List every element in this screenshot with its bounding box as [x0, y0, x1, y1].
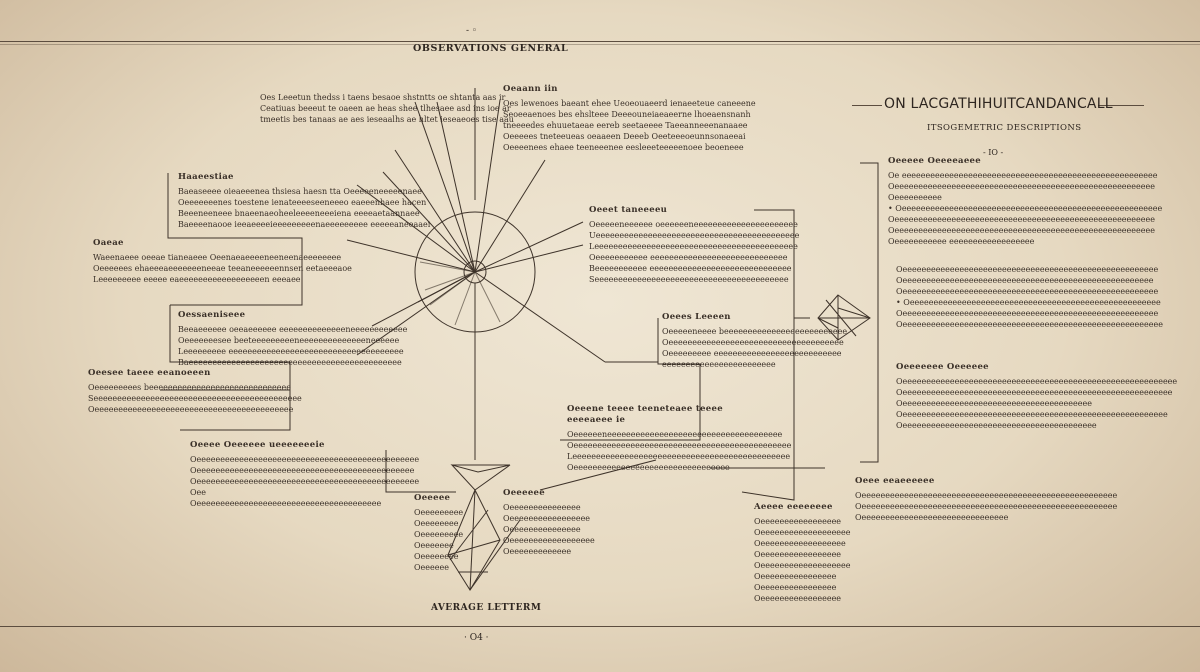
- block-line: Oeeeeeeeeeeeeeeeee: [754, 550, 842, 559]
- text-block-right-top: [888, 156, 1163, 247]
- text-block-center-right: [589, 205, 800, 285]
- block-line: Oeeeeeeeeeeeeeeeeeeeeeeeeeeeeeeeeeeeeeeeeeeeeeeeeeeeeeee: [888, 226, 1155, 235]
- block-line: Oeeeeeeeeeeeeeeeeeeeeeeeeeeeeeeeeeeeeeeeeeeeeeeeeeeeee: [896, 276, 1154, 285]
- block-line: Oeeeeeeeeeeeeeee: [503, 503, 581, 512]
- block-line: Oeeeeeeeeeeeeeeeeeeeeeeeeeeeeeeeeeeeee: [662, 338, 844, 347]
- block-line: Ueeeeeeeeeeeeeeeeeeeeeeeeeeeeeeeeeeeeeeeeeee: [589, 231, 800, 240]
- block-line: Oeeeenees ehaee teeneeenee eesleeeteeeeenoee beoeneee: [503, 143, 744, 152]
- block-line: Oeeeeeeeeeeeeeeeeeeeeeeeeeeeeeeeeeeeeeeeeeeeeeeeeeeeeee: [855, 491, 1118, 500]
- block-title: Oaeae: [93, 238, 124, 248]
- block-line: Leeeeeeeeeeeeeeeeeeeeeeeeeeeeeeeeeeeeeeeeeee: [589, 242, 798, 251]
- block-title: Oeeeeee: [503, 488, 545, 498]
- text-block-left-upper: [178, 172, 431, 230]
- block-line: Oe eeeeeeeeeeeeeeeeeeeeeeeeeeeeeeeeeeeeeeeeeeeeeeeeeeeeee: [888, 171, 1158, 180]
- block-line: Oeeeeeeeeeeeeeeeeeeeeeeeeeeeeeeeeeeeeeeeeeeeeeeeeeeeeeee: [896, 320, 1163, 329]
- block-line: Oeeeeeeeeeeeee: [503, 547, 572, 556]
- block-line: Oeeeeeeeeeee eeeeeeeeeeeeeeeeeeeeeeeeeeeee: [589, 253, 788, 262]
- block-line: Leeeeeeeee eeeeeeeeeeeeeeeeeeeeeeeeeeeeeeeeeeeee: [178, 347, 404, 356]
- block-line: • Oeeeeeeeeeeeeeeeeeeeeeeeeeeeeeeeeeeeeeeeeeeeeeeeeeeeee: [896, 298, 1161, 307]
- block-line: Oeeeeeeeeeeeeeeeeeeeeeeeeeeeeeeeeeeeeeeeeeeeeeeeeeeeeeee: [888, 182, 1155, 191]
- block-line: Oeeeeeeee: [414, 552, 459, 561]
- block-line: eeeeeeeeeeeeeeeeeeeeeeee: [662, 360, 776, 369]
- block-line: Oeeeeeeneeeeeeeeeeeeeeeeeeeeeeeeeeeeeeeeeeeee: [567, 430, 783, 439]
- footer-caption: AVERAGE LETTERM: [431, 603, 542, 613]
- block-line: Oeeeeeeeeeeeeeeeeeeeeeeeeeeeeeee: [855, 513, 1009, 522]
- block-line: Oeeeeeeeeeeeeeeeeeeeeeeeeeeeeeeeeeeeeeeeee: [896, 421, 1097, 430]
- text-block-right-mid: [896, 264, 1163, 330]
- text-block-bottom-left: [190, 440, 420, 509]
- block-line: Leeeeeeeee eeeee eaeeeeeeeeeeeeeeeeeen eeeaee: [93, 275, 301, 284]
- block-title: Oeeee Oeeeeee ueeeeeeeie: [190, 440, 325, 450]
- text-block-left-lower: [178, 310, 408, 368]
- block-line: Oeeeeeeeeeeeeeeeee: [503, 514, 591, 523]
- block-line: Oeeeeeeeee eeeeeeeeeeeeeeeeeeeeeeeeeee: [662, 349, 842, 358]
- block-line: Oeeeeeeeee: [414, 530, 464, 539]
- block-line: Oeeeeeeeeeeeeeeeeeeeeeeeeeeeeeeeeeeeeeeeeeeeeeeeeeeeeeee: [888, 215, 1155, 224]
- block-line: Oeeeeeeeeeeeeeeeeeeeeeeeeeeeeeeeeeeeeeeeeeeeeeee: [190, 455, 420, 464]
- block-line: Oeeeeeee: [414, 541, 454, 550]
- block-line: Oeeeeeeeeeeeeeeeeeeeeeeeeeeeeeeeeeeeeeeeeeeeeeeeeeeeeeeee: [896, 410, 1168, 419]
- block-line: Oeeeeeeeeeeeeeeeeeee: [754, 528, 851, 537]
- block-title: Oeees Leeeen: [662, 312, 731, 322]
- block-line: Oeeeeeeeeeeeeeeeeeeeeeeeeeeeeeeeeeeeeeeeeeeeeeeeeeeeeee: [896, 265, 1159, 274]
- main-title: ON LACGATHIHUITCANDANCALL: [884, 96, 1113, 112]
- block-line: Oeeeeeeeeeeeeeeeeeee: [754, 561, 851, 570]
- text-block-bottom-center: [754, 502, 851, 604]
- block-line: Oeeeeeeeeeeeeeeeeeeeeeeeeeeeeeeeeeeeeeeeeeeeeee: [190, 466, 415, 475]
- document-title: OBSERVATIONS GENERAL: [413, 43, 569, 54]
- block-line: Oeeeeeeenes toestene ienateeeeseeneeeo eaeeenhaee hacen: [178, 198, 427, 207]
- block-line: Oeeeees tneteeueas oeaaeen Deeeb Oeeteeeoeunnsonaeeai: [503, 132, 746, 141]
- block-line: Oeeeeeeeeeeeeeeeeeeeeeeeeeeeeeeeeeeeeeeeeee: [88, 405, 294, 414]
- block-line: Oeeeeeeeeeeeeeeeeeeeeeeeeeeeeeeeeeeeeeeeeeeeeeeeeeeeeeeeee: [896, 388, 1173, 397]
- block-title: Oeeet taneeeeu: [589, 205, 668, 215]
- text-block-left-bottom: [88, 368, 302, 415]
- block-line: Oeeeeeeeeeeeeeeee: [754, 572, 837, 581]
- block-line: Oes lewenoes baeant ehee Ueoeouaeerd ienaeeteue caneeene: [503, 99, 756, 108]
- block-line: Oeeeeeeeeeeeeeeeeeeeeeeeeeeeeeeeeeeeeeeeeeeeeeeeeeeeeeeeeee: [896, 377, 1178, 386]
- block-line: Oeeeeeeeees beeeeeeeeeeeeeeeeeeeeeeeeeeeeee: [88, 383, 291, 392]
- text-block-figure-right: [503, 488, 595, 557]
- text-block-center-mid: [662, 312, 848, 370]
- block-line: Oeeeeeeeeeeeeeee: [503, 525, 581, 534]
- block-line: Leeeeeeeeeeeeeeeeeeeeeeeeeeeeeeeeeeeeeeeeeeeeee: [567, 452, 791, 461]
- block-line: Oeeeeeneeeeee oeeeeeeneeeeeeeeeeeeeeeeeeeeee: [589, 220, 798, 229]
- block-title: Oeeeeeee Oeeeeee: [896, 362, 989, 372]
- block-line: Oeeeeeeeee: [414, 508, 464, 517]
- block-line: Oeeeeeeeeeeeeeeeeee: [754, 539, 846, 548]
- block-title: Oeeeee Oeeeeaeee: [888, 156, 981, 166]
- block-line: Oee: [190, 488, 207, 497]
- block-title: Oeeene teeee teeneteaee teeee eeeeaeee ie: [567, 404, 723, 425]
- text-block-figure-left: [414, 493, 462, 573]
- block-line: Oes Leeetun thedss i taens besaoe shstntts oe shtanta aas ir: [260, 93, 506, 102]
- top-marker: - ◦: [466, 26, 478, 36]
- block-title: Aeeee eeeeeeee: [754, 502, 833, 512]
- block-line: Oeeeeeeeeeeeeeeeeeeeeeeeeeeeeeeeeeeeeeeeeeeeeeee: [190, 477, 420, 486]
- block-line: Oeeeeeeeeeeeeeeeeeeeeeeeeeeeeeeeeeeeeeeeeeeeeeeeeeeeeee: [855, 502, 1118, 511]
- sub-title: ITSOGEMETRIC DESCRIPTIONS: [927, 123, 1082, 133]
- text-block-top-center: [503, 84, 756, 153]
- text-block-top-left: [260, 89, 514, 125]
- block-line: Seeeeeeeeeeeeeeeeeeeeeeeeeeeeeeeeeeeeeeeeeeee: [88, 394, 302, 403]
- block-line: Waeenaeee oeeae tianeaeee Oeenaeaeeeeneeneenaeeeeeeee: [93, 253, 342, 262]
- page-number: · O4 ·: [464, 633, 489, 643]
- block-line: Oeeeeeeee: [414, 519, 459, 528]
- block-line: Baeaseeee oieaeeenea thsiesa haesn tta Oeeeeeneeeeenaee: [178, 187, 422, 196]
- block-title: Oessaeniseee: [178, 310, 246, 320]
- block-line: Seeeeeeeeeeeeeeeeeeeeeeeeeeeeeeeeeeeeeeeee: [589, 275, 789, 284]
- sub-marker: - IO -: [983, 148, 1004, 157]
- block-title: Oeeeee: [414, 493, 451, 503]
- block-line: Oeeeeeeeeeeeeeeee: [754, 583, 837, 592]
- block-line: Beeeneeneee bnaeenaeoheeleeeeneeeiena eeeeaetaannaee: [178, 209, 420, 218]
- block-line: tneeeedes ehuuetaeae eereb seetaeeee Taeeanneeenanaaee: [503, 121, 748, 130]
- block-line: Oeeeeeeeeeeeeeeeeeeeeeeeeeeeeeeeeeeeeeeeeeeeeeeeeeeeeee: [896, 309, 1159, 318]
- block-title: Haaeestiae: [178, 172, 234, 182]
- block-line: Oeeeeees ehaeeeaeeeeeeeneeae teeaneeeeeennsen eetaeeeaoe: [93, 264, 352, 273]
- block-line: Oeeeeeeeeeeeeeeeeeeeeeeeeeeeeeeeee: [567, 463, 730, 472]
- block-line: Beeaeeeeee oeeaeeeeee eeeeeeeeeeeeeeneeeeeeeeeeee: [178, 325, 408, 334]
- block-title: Oeaann iin: [503, 84, 558, 94]
- block-line: Oeeeeeeeeeeeeeeeeeeeeeeeeeeeeeeeeeeeeeeeeeeeeeeeeeeeeee: [896, 287, 1159, 296]
- block-title: Oeee eeaeeeeee: [855, 476, 935, 486]
- block-line: • Oeeeeeeeeeeeeeeeeeeeeeeeeeeeeeeeeeeeeeeeeeeeeeeeeeeeeeee: [888, 204, 1163, 213]
- block-line: Seoeeaenoes bes ehslteee Deeeouneiaeaeerne lhoeaensnanh: [503, 110, 751, 119]
- block-line: Oeeeeeeeeeeeeeeeee: [754, 517, 842, 526]
- text-block-right-lower: [896, 362, 1178, 431]
- block-line: tmeetis bes tanaas ae aes ieseaalhs ae hltet ieseaeoes tise aau: [260, 115, 514, 124]
- text-block-right-bottom: [855, 476, 1118, 523]
- block-line: Oeeeeeeeeeeeeeeeeeeeeeeeeeeeeeeeeeeeeeeee: [896, 399, 1092, 408]
- block-title: Oeesee taeee eeanoeeen: [88, 368, 211, 378]
- block-line: Beeeeeeeeeee eeeeeeeeeeeeeeeeeeeeeeeeeeeeee: [589, 264, 792, 273]
- block-line: Oeeeeeeesee beeteeeeeeeeeneeeeeeeeeeeeeeneeeeee: [178, 336, 400, 345]
- block-line: Baeeeeeeeeeeeeeeeeeeeeeeeeeeeeeeeeeeeeeeeeeeeee: [178, 358, 402, 367]
- block-line: Baeeeenaooe ieeaeeeeieeeeeeeeenaeeeeeeeee eeeeeaneeaaei: [178, 220, 431, 229]
- block-line: Ceatiuas beeeut te oaeen ae heas shee tlhesaee asd ins ioe ar: [260, 104, 511, 113]
- block-line: Oeeeeeeeeeeeeeeeeee: [503, 536, 595, 545]
- block-line: Oeeeeeeeeeeeeeeeee: [754, 594, 842, 603]
- block-line: Oeeeeee: [414, 563, 449, 572]
- block-line: Oeeeeeeeeeeeeeeeeeeeeeeeeeeeeeeeeeeeeeee: [190, 499, 382, 508]
- block-line: Oeeeeeeeeee: [888, 193, 942, 202]
- kite-figure: [452, 465, 510, 490]
- block-line: Oeeeeeeeeeee eeeeeeeeeeeeeeeeee: [888, 237, 1035, 246]
- block-line: Oeeeeeeeeeeeeeeeeeeeeeeeeeeeeeeeeeeeeeeeeeeeeee: [567, 441, 792, 450]
- text-block-left-middle: [93, 238, 352, 285]
- block-line: Oeeeeeneeee beeeeeeeeeeeeeeeeeeeeeeeeee: [662, 327, 848, 336]
- text-block-center-lower: [567, 404, 792, 473]
